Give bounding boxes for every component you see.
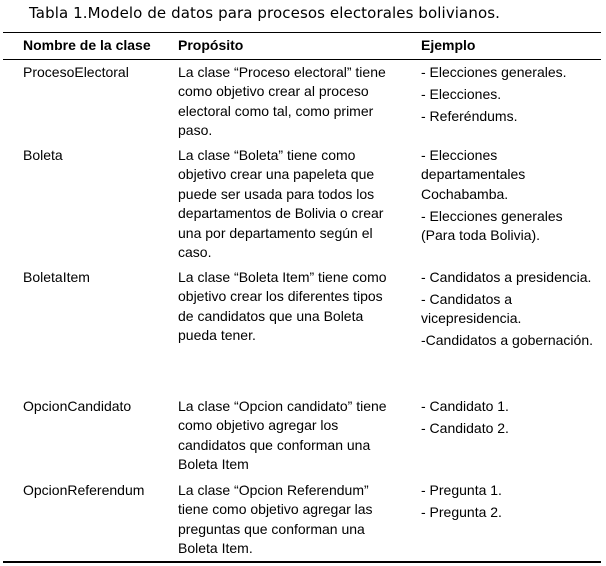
example-cell [421, 481, 596, 522]
header-bottom-rule [3, 59, 601, 60]
example-cell [421, 268, 596, 350]
class-name-cell: OpcionCandidato [23, 398, 132, 414]
example-item: - Elecciones. [421, 85, 502, 102]
purpose-cell: La clase “Opcion candidato” tiene como objetivo agregar los candidatos que conforman una Boleta Item [178, 398, 387, 473]
class-name-cell: OpcionReferendum [23, 482, 145, 498]
example-item: - Pregunta 2. [421, 503, 502, 520]
purpose-cell: La clase “Boleta” tiene como objetivo crear una papeleta que puede ser usada para todos los departamentos de Bolivia o crear una por departamento según el caso. [178, 147, 384, 261]
header-example: Ejemplo [421, 37, 476, 53]
example-item: - Candidato 2. [421, 419, 509, 436]
example-item: - Referéndums. [421, 107, 518, 124]
example-item: - Candidatos a vicepresidencia. [421, 290, 522, 327]
example-cell [421, 63, 596, 126]
class-name-cell: Boleta [23, 147, 63, 163]
purpose-cell: La clase “Boleta Item” tiene como objetivo crear los diferentes tipos de candidatos que una Boleta pueda tener. [178, 269, 387, 344]
purpose-cell: La clase “Proceso electoral” tiene como objetivo crear al proceso electoral como tal, como primer paso. [178, 64, 386, 139]
example-cell [421, 146, 596, 245]
class-name-cell: BoletaItem [23, 269, 90, 285]
class-name-cell: ProcesoElectoral [23, 64, 129, 80]
header-purpose: Propósito [178, 37, 244, 53]
example-item: - Elecciones generales (Para toda Bolivia). [421, 207, 563, 244]
example-item: - Candidatos a presidencia. [421, 269, 592, 285]
example-item: - Candidato 1. [421, 398, 509, 414]
table-caption: Tabla 1.Modelo de datos para procesos electorales bolivianos. [29, 4, 501, 22]
example-item: -Candidatos a gobernación. [421, 332, 594, 348]
table-top-rule [3, 32, 601, 33]
table-bottom-rule [3, 561, 601, 563]
example-item: - Elecciones departamentales Cochabamba. [421, 147, 526, 202]
header-class-name: Nombre de la clase [23, 37, 151, 53]
purpose-cell: La clase “Opcion Referendum” tiene como objetivo agregar las preguntas que conforman una Boleta Item. [178, 482, 373, 557]
example-item: - Elecciones generales. [421, 64, 567, 80]
example-item: - Pregunta 1. [421, 482, 502, 498]
example-cell [421, 397, 596, 438]
